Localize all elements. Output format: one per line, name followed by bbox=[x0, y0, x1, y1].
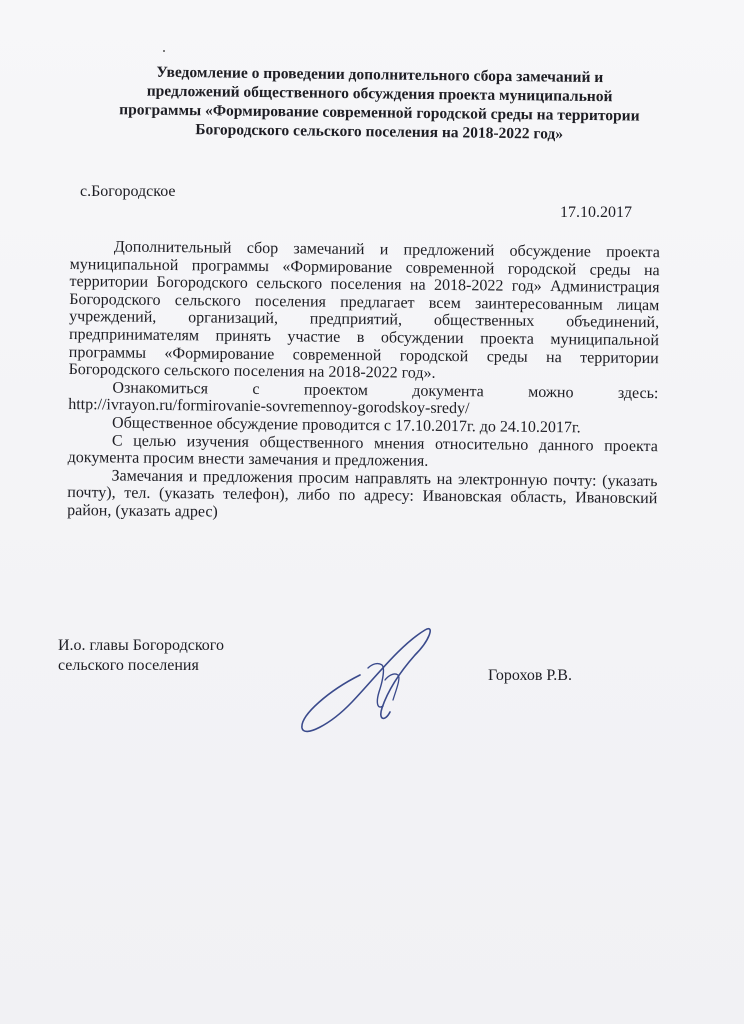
signatory-name: Горохов Р.В. bbox=[488, 667, 572, 684]
paragraph-discussion-period: Общественное обсуждение проводится с 17.10.2017г. до 24.10.2017г. bbox=[111, 414, 581, 437]
project-link[interactable]: http://ivrayon.ru/formirovanie-sovremennoy-gorodskoy-sredy/ bbox=[68, 396, 470, 418]
paragraph-contacts: Замечания и предложения просим направлять на электронную почту: (указать почту), тел. (указать телефон), либо по адресу: Ивановская область, Ивановский район, (указать адрес) bbox=[67, 467, 658, 521]
paragraph-purpose: С целью изучения общественного мнения относительно данного проекта документа просим внести замечания и предложения. bbox=[67, 431, 658, 470]
title-line-1: Уведомление о проведении дополнительного сбора замечаний и bbox=[156, 63, 604, 87]
signatory-title-line-1: И.о. главы Богородского bbox=[58, 637, 224, 654]
signatory-title bbox=[58, 636, 224, 676]
scan-speck bbox=[163, 50, 165, 52]
document-date: 17.10.2017 bbox=[560, 204, 632, 221]
title-line-4: Богородского сельского поселения на 2018-2022 год» bbox=[195, 121, 564, 143]
handwritten-signature bbox=[290, 620, 450, 740]
title-line-3: программы «Формирование современной городской среды на территории bbox=[119, 101, 640, 125]
title-line-2: предложений общественного обсуждения проекта муниципальной bbox=[146, 82, 613, 106]
document-title bbox=[99, 62, 660, 145]
paragraph-link-label: Ознакомиться с проектом документа можно здесь: bbox=[112, 379, 659, 402]
place-name: с.Богородское bbox=[80, 183, 176, 200]
document-body bbox=[67, 238, 660, 526]
paragraph-intro: Дополнительный сбор замечаний и предложений обсуждение проекта муниципальной программы «Формирование современной городской среды на территории Богородского сельского поселения на 2018-2022 год» Администрация Богородского сельского поселения предлагает всем заинтересованным лицам учреждений, организаций, предприятий, общественных объединений, предпринимателям принять участие в обсуждении проекта муниципальной программы «Формирование современной городской среды на территории Богородского сельского поселения на 2018-2022 год». bbox=[68, 238, 660, 382]
signatory-title-line-2: сельского поселения bbox=[58, 657, 199, 674]
